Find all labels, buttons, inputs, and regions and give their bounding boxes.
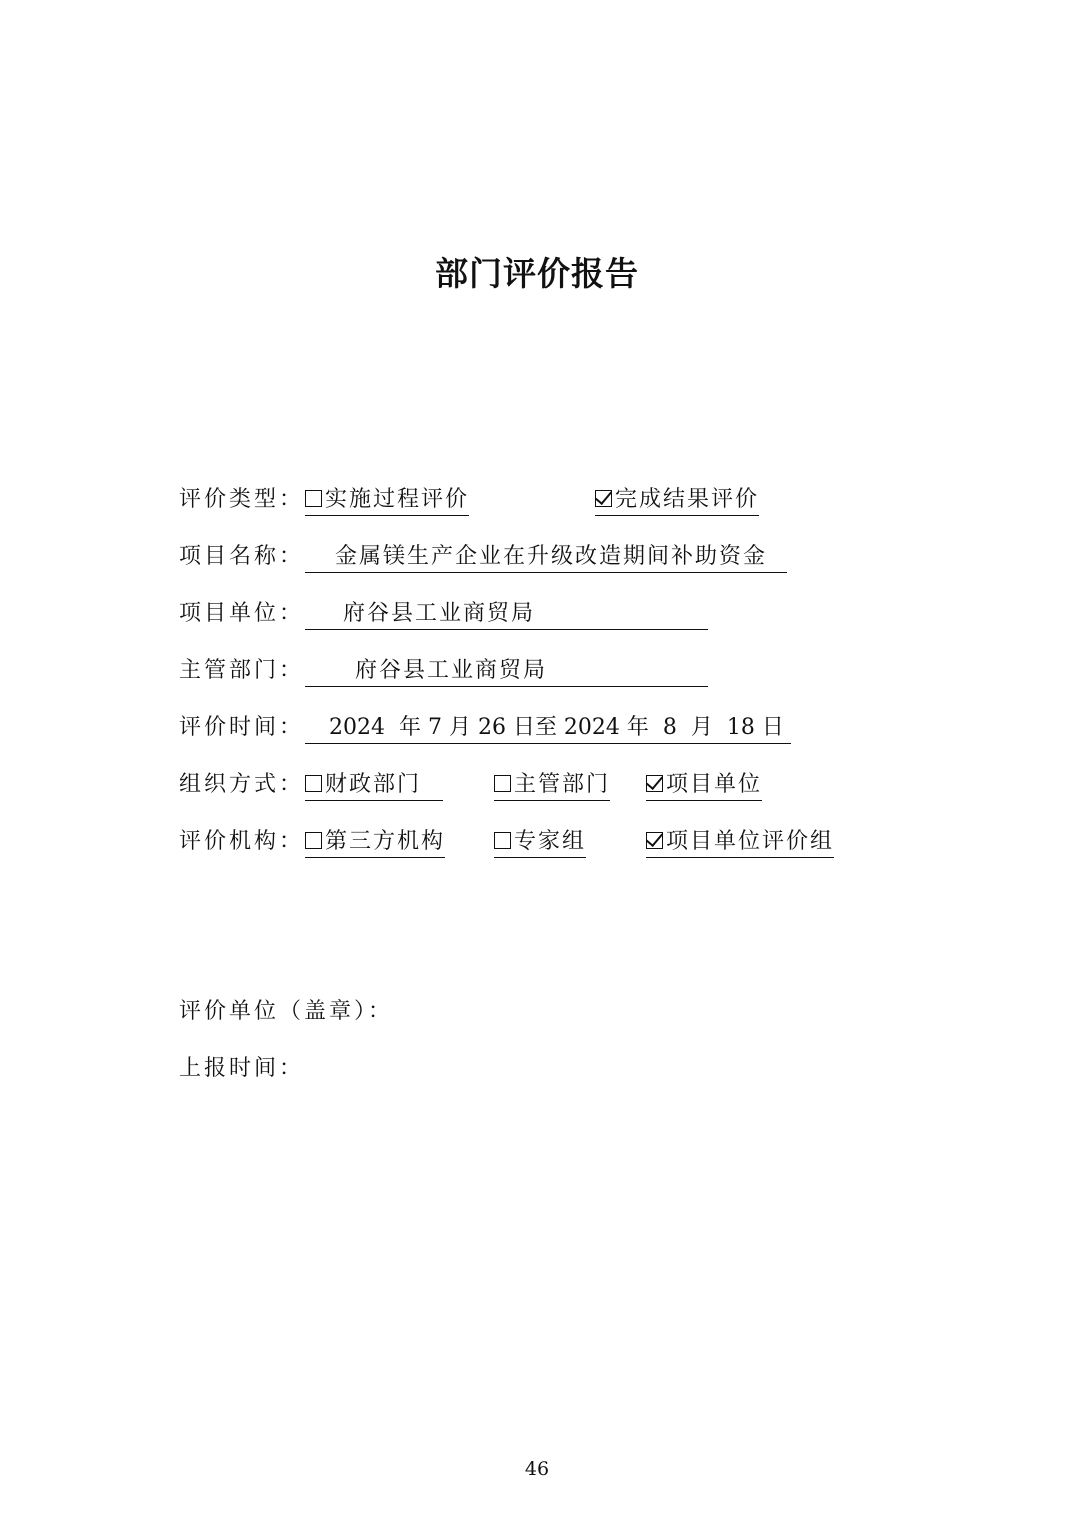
checkbox-unchecked-icon[interactable] — [305, 832, 322, 849]
project-name-label: 项目名称： — [179, 544, 305, 569]
eval-type-option-result[interactable]: 完成结果评价 — [595, 482, 759, 516]
eval-type-label: 评价类型： — [179, 487, 305, 512]
checkbox-unchecked-icon[interactable] — [494, 832, 511, 849]
project-unit-field: 府谷县工业商贸局 — [305, 596, 708, 630]
checkbox-checked-icon[interactable] — [595, 490, 612, 507]
page-number: 46 — [524, 1458, 550, 1480]
project-unit-label: 项目单位： — [179, 601, 305, 626]
eval-org-option-expert-group[interactable]: 专家组 — [494, 824, 586, 858]
org-method-option-project-unit[interactable]: 项目单位 — [646, 767, 762, 801]
eval-time-field: 2024 年 7 月 26 日至 2024 年 8 月 18 日 — [305, 710, 791, 744]
checkbox-unchecked-icon[interactable] — [305, 775, 322, 792]
org-method-label: 组织方式： — [179, 772, 305, 797]
checkbox-checked-icon[interactable] — [646, 832, 663, 849]
report-time-label: 上报时间： — [179, 1056, 305, 1081]
checkbox-checked-icon[interactable] — [646, 775, 663, 792]
project-name-field: 金属镁生产企业在升级改造期间补助资金 — [305, 539, 787, 573]
eval-org-option-third-party[interactable]: 第三方机构 — [305, 824, 445, 858]
report-title: 部门评价报告 — [435, 254, 639, 293]
checkbox-unchecked-icon[interactable] — [494, 775, 511, 792]
eval-org-option-project-unit-group[interactable]: 项目单位评价组 — [646, 824, 834, 858]
eval-org-label: 评价机构： — [179, 829, 305, 854]
org-method-option-supervisor[interactable]: 主管部门 — [494, 767, 610, 801]
supervisor-field: 府谷县工业商贸局 — [305, 653, 708, 687]
eval-type-option-process[interactable]: 实施过程评价 — [305, 482, 469, 516]
org-method-option-finance[interactable]: 财政部门 — [305, 767, 443, 801]
supervisor-label: 主管部门： — [179, 658, 305, 683]
eval-unit-label: 评价单位（盖章）： — [179, 999, 394, 1024]
eval-time-label: 评价时间： — [179, 715, 305, 740]
checkbox-unchecked-icon[interactable] — [305, 490, 322, 507]
